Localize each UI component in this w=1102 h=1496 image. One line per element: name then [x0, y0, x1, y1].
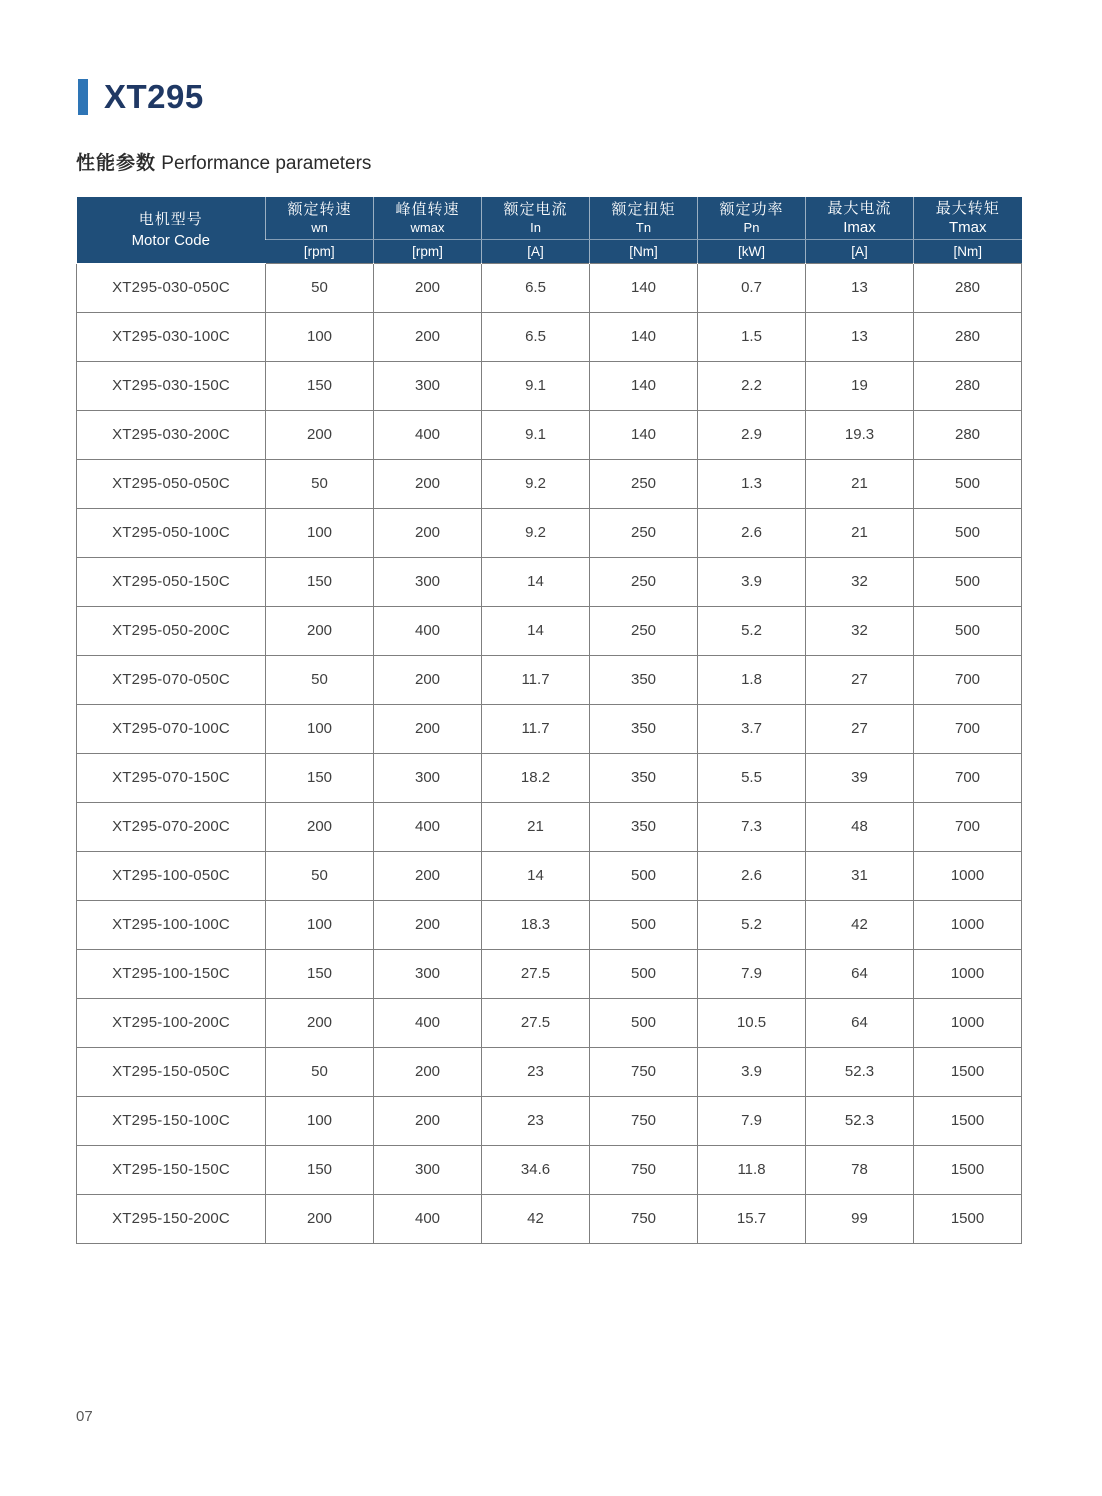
- cell-value: 50: [266, 1047, 374, 1096]
- cell-value: 27.5: [482, 998, 590, 1047]
- cell-value: 34.6: [482, 1145, 590, 1194]
- cell-motor-code: XT295-050-100C: [77, 508, 266, 557]
- cell-value: 32: [806, 606, 914, 655]
- cell-value: 140: [590, 263, 698, 312]
- cell-motor-code: XT295-070-200C: [77, 802, 266, 851]
- cell-value: 19: [806, 361, 914, 410]
- cell-value: 50: [266, 263, 374, 312]
- cell-motor-code: XT295-050-150C: [77, 557, 266, 606]
- column-header-pn: 额定功率 Pn: [698, 197, 806, 239]
- cell-value: 1.3: [698, 459, 806, 508]
- cell-value: 200: [374, 312, 482, 361]
- cell-motor-code: XT295-030-200C: [77, 410, 266, 459]
- column-unit-wn: [rpm]: [266, 239, 374, 263]
- cell-value: 500: [590, 900, 698, 949]
- cell-value: 50: [266, 851, 374, 900]
- cell-value: 500: [914, 508, 1022, 557]
- cell-value: 2.9: [698, 410, 806, 459]
- cell-value: 100: [266, 704, 374, 753]
- cell-value: 9.1: [482, 410, 590, 459]
- column-header-tmax: 最大转矩 Tmax: [914, 197, 1022, 239]
- cell-value: 9.1: [482, 361, 590, 410]
- column-unit-wmax: [rpm]: [374, 239, 482, 263]
- cell-value: 42: [482, 1194, 590, 1243]
- cell-motor-code: XT295-050-050C: [77, 459, 266, 508]
- column-header-motor-code: 电机型号 Motor Code: [77, 197, 266, 263]
- cell-value: 42: [806, 900, 914, 949]
- table-row: [77, 263, 1022, 312]
- cell-value: 3.7: [698, 704, 806, 753]
- cell-motor-code: XT295-050-200C: [77, 606, 266, 655]
- section-title-zh: 性能参数: [76, 153, 157, 174]
- table-row: [77, 508, 1022, 557]
- cell-value: 21: [482, 802, 590, 851]
- cell-value: 750: [590, 1145, 698, 1194]
- cell-value: 14: [482, 606, 590, 655]
- cell-value: 48: [806, 802, 914, 851]
- cell-value: 27: [806, 655, 914, 704]
- cell-value: 7.9: [698, 1096, 806, 1145]
- cell-value: 350: [590, 655, 698, 704]
- cell-value: 78: [806, 1145, 914, 1194]
- table-header: [77, 197, 1022, 263]
- cell-value: 500: [914, 557, 1022, 606]
- cell-value: 11.7: [482, 655, 590, 704]
- cell-motor-code: XT295-100-050C: [77, 851, 266, 900]
- cell-value: 300: [374, 1145, 482, 1194]
- cell-value: 7.3: [698, 802, 806, 851]
- cell-value: 9.2: [482, 508, 590, 557]
- cell-value: 400: [374, 606, 482, 655]
- cell-value: 7.9: [698, 949, 806, 998]
- title-block: [78, 78, 1022, 116]
- cell-value: 2.6: [698, 508, 806, 557]
- cell-value: 19.3: [806, 410, 914, 459]
- cell-value: 300: [374, 361, 482, 410]
- cell-motor-code: XT295-150-200C: [77, 1194, 266, 1243]
- cell-value: 11.8: [698, 1145, 806, 1194]
- table-row: [77, 851, 1022, 900]
- cell-value: 200: [374, 900, 482, 949]
- table-row: [77, 900, 1022, 949]
- cell-value: 64: [806, 949, 914, 998]
- cell-value: 64: [806, 998, 914, 1047]
- cell-value: 700: [914, 802, 1022, 851]
- cell-value: 250: [590, 508, 698, 557]
- cell-value: 23: [482, 1096, 590, 1145]
- cell-value: 400: [374, 1194, 482, 1243]
- table-row: [77, 1096, 1022, 1145]
- cell-value: 31: [806, 851, 914, 900]
- cell-motor-code: XT295-100-150C: [77, 949, 266, 998]
- cell-value: 1.8: [698, 655, 806, 704]
- cell-value: 700: [914, 704, 1022, 753]
- cell-value: 140: [590, 361, 698, 410]
- table-row: [77, 655, 1022, 704]
- cell-value: 400: [374, 802, 482, 851]
- column-unit-pn: [kW]: [698, 239, 806, 263]
- cell-value: 27.5: [482, 949, 590, 998]
- cell-motor-code: XT295-070-050C: [77, 655, 266, 704]
- cell-value: 0.7: [698, 263, 806, 312]
- cell-value: 21: [806, 508, 914, 557]
- cell-value: 13: [806, 263, 914, 312]
- cell-value: 100: [266, 312, 374, 361]
- cell-value: 18.3: [482, 900, 590, 949]
- cell-value: 13: [806, 312, 914, 361]
- cell-value: 1500: [914, 1194, 1022, 1243]
- cell-value: 52.3: [806, 1096, 914, 1145]
- section-title: [76, 148, 1022, 175]
- cell-motor-code: XT295-150-100C: [77, 1096, 266, 1145]
- cell-value: 400: [374, 410, 482, 459]
- cell-value: 750: [590, 1096, 698, 1145]
- cell-value: 200: [374, 508, 482, 557]
- title-accent-bar: [78, 79, 88, 115]
- cell-motor-code: XT295-030-050C: [77, 263, 266, 312]
- cell-value: 700: [914, 753, 1022, 802]
- cell-value: 200: [374, 1096, 482, 1145]
- cell-value: 150: [266, 361, 374, 410]
- cell-value: 1000: [914, 949, 1022, 998]
- cell-value: 500: [590, 998, 698, 1047]
- cell-value: 5.2: [698, 606, 806, 655]
- cell-value: 150: [266, 753, 374, 802]
- column-unit-tn: [Nm]: [590, 239, 698, 263]
- cell-value: 140: [590, 312, 698, 361]
- cell-value: 1000: [914, 900, 1022, 949]
- column-header-wmax: 峰值转速 wmax: [374, 197, 482, 239]
- table-row: [77, 1047, 1022, 1096]
- cell-value: 200: [374, 851, 482, 900]
- cell-value: 50: [266, 655, 374, 704]
- cell-value: 300: [374, 557, 482, 606]
- cell-motor-code: XT295-100-200C: [77, 998, 266, 1047]
- cell-value: 150: [266, 949, 374, 998]
- cell-value: 750: [590, 1047, 698, 1096]
- cell-value: 500: [590, 851, 698, 900]
- column-header-in: 额定电流 In: [482, 197, 590, 239]
- page-number: 07: [76, 1408, 93, 1425]
- cell-value: 350: [590, 753, 698, 802]
- cell-value: 280: [914, 263, 1022, 312]
- cell-motor-code: XT295-150-150C: [77, 1145, 266, 1194]
- cell-value: 280: [914, 312, 1022, 361]
- cell-value: 200: [374, 655, 482, 704]
- cell-value: 10.5: [698, 998, 806, 1047]
- column-header-tn: 额定扭矩 Tn: [590, 197, 698, 239]
- cell-value: 6.5: [482, 263, 590, 312]
- cell-value: 5.5: [698, 753, 806, 802]
- cell-value: 200: [266, 606, 374, 655]
- cell-value: 27: [806, 704, 914, 753]
- table-row: [77, 802, 1022, 851]
- cell-value: 280: [914, 410, 1022, 459]
- cell-motor-code: XT295-150-050C: [77, 1047, 266, 1096]
- cell-value: 350: [590, 802, 698, 851]
- cell-value: 23: [482, 1047, 590, 1096]
- cell-value: 200: [266, 802, 374, 851]
- cell-value: 15.7: [698, 1194, 806, 1243]
- cell-value: 100: [266, 508, 374, 557]
- column-unit-imax: [A]: [806, 239, 914, 263]
- cell-value: 52.3: [806, 1047, 914, 1096]
- cell-value: 200: [374, 459, 482, 508]
- table-row: [77, 998, 1022, 1047]
- cell-value: 2.2: [698, 361, 806, 410]
- page-title: XT295: [104, 78, 204, 115]
- section-title-en: Performance parameters: [156, 153, 372, 174]
- cell-value: 200: [374, 263, 482, 312]
- cell-value: 2.6: [698, 851, 806, 900]
- cell-value: 200: [374, 1047, 482, 1096]
- column-unit-in: [A]: [482, 239, 590, 263]
- cell-value: 200: [374, 704, 482, 753]
- cell-value: 100: [266, 900, 374, 949]
- table-row: [77, 361, 1022, 410]
- cell-value: 500: [914, 459, 1022, 508]
- cell-value: 500: [914, 606, 1022, 655]
- table-row: [77, 1145, 1022, 1194]
- cell-value: 1.5: [698, 312, 806, 361]
- cell-value: 300: [374, 949, 482, 998]
- column-header-imax: 最大电流 Imax: [806, 197, 914, 239]
- cell-value: 9.2: [482, 459, 590, 508]
- table-row: [77, 557, 1022, 606]
- cell-value: 14: [482, 851, 590, 900]
- column-header-wn: 额定转速 wn: [266, 197, 374, 239]
- cell-value: 3.9: [698, 1047, 806, 1096]
- cell-value: 150: [266, 557, 374, 606]
- cell-value: 32: [806, 557, 914, 606]
- cell-motor-code: XT295-070-150C: [77, 753, 266, 802]
- cell-value: 1500: [914, 1145, 1022, 1194]
- cell-value: 140: [590, 410, 698, 459]
- cell-value: 1000: [914, 851, 1022, 900]
- table-row: [77, 459, 1022, 508]
- cell-value: 14: [482, 557, 590, 606]
- cell-motor-code: XT295-030-100C: [77, 312, 266, 361]
- cell-value: 350: [590, 704, 698, 753]
- cell-value: 50: [266, 459, 374, 508]
- cell-value: 500: [590, 949, 698, 998]
- table-row: [77, 606, 1022, 655]
- cell-value: 700: [914, 655, 1022, 704]
- cell-value: 150: [266, 1145, 374, 1194]
- column-unit-tmax: [Nm]: [914, 239, 1022, 263]
- table-row: [77, 753, 1022, 802]
- table-row: [77, 949, 1022, 998]
- cell-value: 200: [266, 998, 374, 1047]
- cell-motor-code: XT295-030-150C: [77, 361, 266, 410]
- cell-value: 1500: [914, 1047, 1022, 1096]
- cell-value: 300: [374, 753, 482, 802]
- table-row: [77, 704, 1022, 753]
- cell-value: 11.7: [482, 704, 590, 753]
- cell-value: 280: [914, 361, 1022, 410]
- table-row: [77, 312, 1022, 361]
- table-row: [77, 410, 1022, 459]
- cell-value: 200: [266, 1194, 374, 1243]
- cell-value: 1500: [914, 1096, 1022, 1145]
- cell-value: 5.2: [698, 900, 806, 949]
- cell-motor-code: XT295-070-100C: [77, 704, 266, 753]
- cell-value: 39: [806, 753, 914, 802]
- table-row: [77, 1194, 1022, 1243]
- performance-parameters-table: [76, 197, 1022, 1244]
- cell-value: 250: [590, 557, 698, 606]
- cell-value: 1000: [914, 998, 1022, 1047]
- cell-value: 750: [590, 1194, 698, 1243]
- cell-value: 200: [266, 410, 374, 459]
- cell-value: 400: [374, 998, 482, 1047]
- cell-value: 250: [590, 606, 698, 655]
- cell-value: 250: [590, 459, 698, 508]
- cell-value: 6.5: [482, 312, 590, 361]
- cell-motor-code: XT295-100-100C: [77, 900, 266, 949]
- cell-value: 18.2: [482, 753, 590, 802]
- cell-value: 99: [806, 1194, 914, 1243]
- cell-value: 100: [266, 1096, 374, 1145]
- table-header-row-names: [77, 197, 1022, 239]
- table-body: [77, 263, 1022, 1243]
- cell-value: 21: [806, 459, 914, 508]
- cell-value: 3.9: [698, 557, 806, 606]
